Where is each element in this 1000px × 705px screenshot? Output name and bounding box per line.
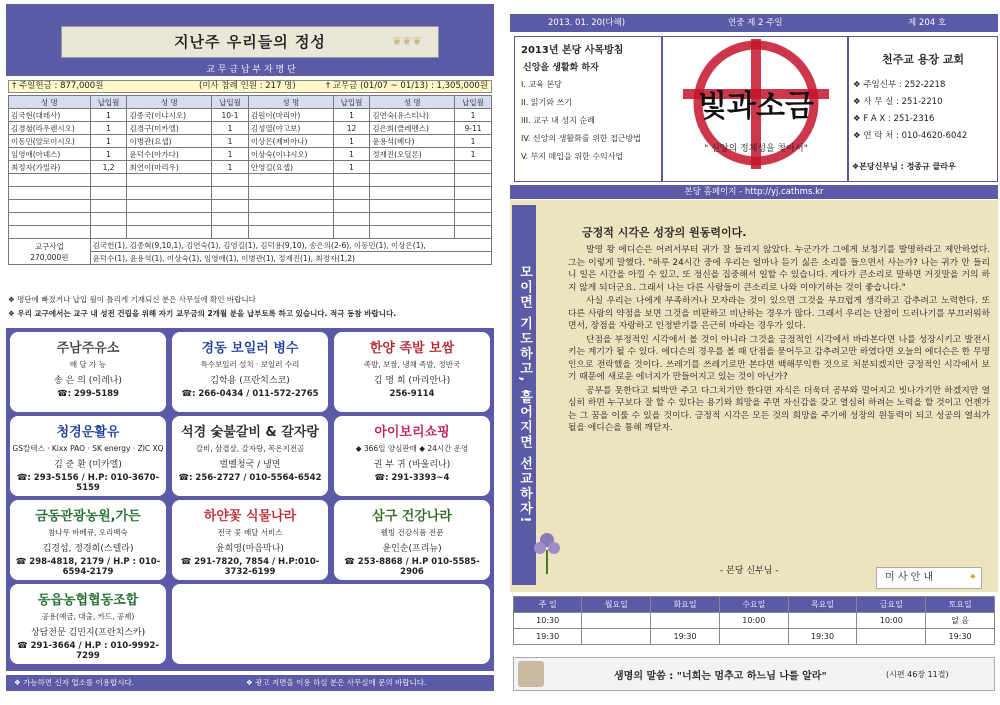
table-cell: 12 xyxy=(333,122,370,135)
empty-row xyxy=(9,213,492,226)
ad-phone: ☎: 256-2727 / 010-5564-6542 xyxy=(178,473,322,483)
paragraph: 사실 우리는 나에게 부족하거나 모자라는 것이 있으면 그것을 부끄럽게 생각하고 감추려고 노력한다. 또 다른 사람의 약점을 보면 그것을 비판하고 비난하는 경우가 많다. 그래서 우리는 단점이 드러나기를 부끄러워하면서, 장점을 자랑하고 인정받기를 은근히 바라는 경우가 있다. xyxy=(568,296,990,331)
table-cell xyxy=(9,200,91,213)
table-cell: 1 xyxy=(90,109,127,122)
right-page xyxy=(510,0,1000,705)
ad-line2: 벌벨청국 / 냉면 xyxy=(219,460,281,470)
table-cell xyxy=(212,174,249,187)
table-cell xyxy=(370,161,455,174)
table-cell xyxy=(90,187,127,200)
ad-card[interactable] xyxy=(10,332,166,412)
ad-line1: GS칼텍스 · Kixx PAO · SK energy · ZIC XQ xyxy=(12,444,164,453)
contact-item: ❖ F A X : 251-2316 xyxy=(853,114,935,124)
table-cell xyxy=(9,213,91,226)
ad-line1: 참나무 바베큐, 오리백숙 xyxy=(48,528,128,537)
policy-item: I. 교육 본당 xyxy=(521,80,562,89)
vertical-slogan: 모이면 기도하고, 흩어지면 선교하자! xyxy=(512,205,536,585)
ad-card[interactable] xyxy=(10,416,166,496)
table-cell xyxy=(90,213,127,226)
contact-item: ❖ 사 무 실 : 251-2210 xyxy=(853,97,943,107)
ad-line1: 족발, 보쌈, 냉채 족발, 정반국 xyxy=(363,360,461,369)
table-cell: 정재진(오딜론) xyxy=(370,148,455,161)
table-row xyxy=(9,122,492,135)
article-title: 긍정적 시각은 성장의 원동력이다. xyxy=(582,226,747,239)
policy-item: IV. 신앙의 생활화를 위한 접근방법 xyxy=(521,134,641,143)
mass-time: 10:00 xyxy=(719,613,788,629)
gusa-label xyxy=(9,239,91,265)
donation-header xyxy=(6,4,494,76)
table-cell: 9-11 xyxy=(455,122,492,135)
table-cell xyxy=(90,200,127,213)
ad-name: 아이보리쇼핑 xyxy=(374,425,450,440)
day-header: 금요일 xyxy=(857,597,926,613)
word-of-life xyxy=(513,657,995,691)
table-cell xyxy=(248,213,333,226)
col-header: 성 명 xyxy=(127,96,212,109)
table-cell: 이상은(제비아나) xyxy=(248,135,333,148)
table-cell: 이병관(요셉) xyxy=(127,135,212,148)
ad-name: 석경 숯불갈비 & 갈자랑 xyxy=(181,425,319,440)
ad-line1: 갈비, 삼겹살, 갈자랑, 목온지전골 xyxy=(195,444,305,453)
table-cell: 최정자(가밀라) xyxy=(9,161,91,174)
mass-title-text: 미 사 안 내 xyxy=(885,572,934,583)
ad-phone: ☎: 299-5189 xyxy=(57,389,119,399)
ad-line2: 송 은 의 (이레나) xyxy=(54,376,122,386)
table-row xyxy=(9,161,492,174)
table-cell xyxy=(248,226,333,239)
table-cell: 1 xyxy=(212,135,249,148)
table-cell: 1 xyxy=(333,148,370,161)
pastor: ❖본당신부님 : 정종규 클라우 xyxy=(852,162,956,171)
ad-footer xyxy=(6,675,494,691)
issue-number: 제 204 호 xyxy=(908,18,947,28)
issue-date: 2013. 01. 20(다해) xyxy=(548,18,626,28)
ad-card[interactable] xyxy=(334,332,490,412)
day-header: 토요일 xyxy=(926,597,995,613)
table-cell xyxy=(370,226,455,239)
policy-item: III. 교구 내 성지 순례 xyxy=(521,116,595,125)
ad-name: 경동 보일러 병수 xyxy=(201,341,299,356)
ad-line2: 윤희영(마음막나) xyxy=(216,544,284,554)
contact-item: ❖ 연 락 처 : 010-4620-6042 xyxy=(853,131,968,141)
day-header: 화요일 xyxy=(651,597,720,613)
table-cell xyxy=(370,200,455,213)
ad-line1: 특수보일러 설치 · 보일러 수리 xyxy=(200,360,300,369)
table-cell xyxy=(248,187,333,200)
church-box xyxy=(848,36,998,182)
table-cell xyxy=(333,200,370,213)
ad-line1: 전국 꽃 배달 서비스 xyxy=(217,528,283,537)
paragraph: 발명 왕 에디슨은 어려서부터 귀가 잘 들리지 않았다. 누군가가 그에게 보청기를 발명하라고 제안하였다. 그는 이렇게 말했다. "하루 24시간 중에 우리는 얼마나 듣기 싫은 소리를 들으면서 사는가? 나는 귀가 안 들리니 일은 시간을 아낄 수 있고, 또 정신을 집중해서 일할 수 있습니다. 게다가 큰소리로 말하면 거짓말을 거의 하지 않게 되더군요. 그래서 나는 다른 사람들이 큰소리로 나와 이야기하는 것이 좋습니다." xyxy=(568,245,990,293)
policy-subtitle: 신앙을 생활화 하자 xyxy=(523,63,599,73)
footer-right: ❖ 광고 지면을 이용 하실 분은 사무실에 문의 바랍니다. xyxy=(246,678,427,687)
donation-subtitle: 교 무 금 납 부 자 명 단 xyxy=(206,65,296,75)
policy-title: 2013년 본당 사목방침 xyxy=(521,45,624,56)
summary-bar xyxy=(8,80,492,93)
table-cell xyxy=(212,187,249,200)
policy-box xyxy=(514,36,662,182)
ad-phone: ☎: 291-3393~4 xyxy=(374,473,450,483)
col-header: 납입월 xyxy=(333,96,370,109)
table-cell: 10-1 xyxy=(212,109,249,122)
issue-bar xyxy=(510,14,998,32)
table-row xyxy=(9,135,492,148)
col-header: 성 명 xyxy=(9,96,91,109)
empty-row xyxy=(9,200,492,213)
table-cell xyxy=(212,213,249,226)
homepage-bar[interactable]: 본당 홈페이지 - http://yj.cathms.kr xyxy=(510,185,998,199)
donation-title: 지난주 우리들의 정성 xyxy=(61,26,439,58)
table-cell xyxy=(455,187,492,200)
table-row xyxy=(9,148,492,161)
ad-card[interactable] xyxy=(172,332,328,412)
table-cell xyxy=(9,226,91,239)
ad-line2: 김경섭, 정경희(스텔라) xyxy=(42,544,134,554)
table-cell xyxy=(90,226,127,239)
table-cell xyxy=(127,200,212,213)
ad-phone: ☎: 293-5156 / H.P: 010-3670-5159 xyxy=(16,473,160,493)
ad-card[interactable] xyxy=(334,500,490,580)
contact-item: ❖ 주임신부 : 252-2218 xyxy=(853,80,946,90)
ad-card-empty xyxy=(172,584,490,664)
col-header: 납입월 xyxy=(212,96,249,109)
ad-card[interactable] xyxy=(334,416,490,496)
day-header: 월요일 xyxy=(582,597,651,613)
attendance: (미사 참례 인원 : 217 명) xyxy=(199,81,296,91)
mass-time: 10:00 xyxy=(857,613,926,629)
table-cell xyxy=(333,213,370,226)
mass-time xyxy=(719,629,788,645)
table-cell xyxy=(370,174,455,187)
gusa-row xyxy=(9,239,492,252)
table-cell xyxy=(455,174,492,187)
ad-name: 주남주유소 xyxy=(56,341,120,356)
table-cell xyxy=(455,226,492,239)
policy-item: V. 부지 매입을 위한 수익사업 xyxy=(521,152,624,161)
table-cell: 1,2 xyxy=(90,161,127,174)
day-header: 주 일 xyxy=(514,597,582,613)
ad-phone: ☎: 266-0434 / 011-572-2765 xyxy=(181,389,319,399)
ornament-right-icon: ❦❦❦ xyxy=(392,34,423,48)
ad-card[interactable] xyxy=(10,584,166,664)
table-cell xyxy=(333,174,370,187)
motto: " 신앙의 정체성을 찾아서" xyxy=(704,144,808,154)
ad-phone: ☎ 298-4818, 2179 / H.P : 010-6594-2179 xyxy=(15,557,161,577)
word-text: 생명의 말씀 : "너희는 멈추고 하느님 나를 알라" xyxy=(614,671,827,682)
gusa-label-text: 교구사업 xyxy=(34,241,64,251)
table-cell: 1 xyxy=(90,122,127,135)
table-cell xyxy=(455,161,492,174)
jesus-portrait-icon xyxy=(518,661,544,687)
star-icon: ✦ xyxy=(968,572,977,583)
empty-row xyxy=(9,187,492,200)
note-correction: ❖ 명단에 빠졌거나 납입 월이 틀리게 기재되신 분은 사무실에 확인 바랍니다 xyxy=(8,295,256,304)
gusa-line: 김국헌(1), 김종혁(9,10,1), 김연숙(1), 김영길(1), 김덕용(9,10), 송은의(2-6), 이동민(1), 이상은(1), xyxy=(90,239,491,252)
table-cell: 1 xyxy=(333,109,370,122)
table-cell xyxy=(127,213,212,226)
table-cell: 1 xyxy=(455,135,492,148)
table-cell: 윤덕수(아가다) xyxy=(127,148,212,161)
mass-row xyxy=(514,613,995,629)
col-header: 성 명 xyxy=(370,96,455,109)
table-cell: 1 xyxy=(212,148,249,161)
table-cell: 1 xyxy=(333,135,370,148)
note-building: ❖ 우리 교구에서는 교구 내 성전 건립을 위해 자기 교무금의 2개월 분을 납부토록 하고 있습니다. 적극 동참 바랍니다. xyxy=(8,309,397,318)
ad-name: 금동관광농원,가든 xyxy=(35,509,141,524)
table-cell xyxy=(127,174,212,187)
ad-line2: 권 부 귀 (바울리나) xyxy=(373,460,451,470)
paragraph: 공부를 못한다고 퇴박만 주고 다그치기만 한다면 자식은 더욱더 공부와 멀어지고 빗나가기만 하겠지만 열심히 하면 누구보다 잘 할 수 있다는 용기와 희망을 주면 자신감을 갖고 열심히 하려는 노력을 할 것이고 언젠가는 그 꿈을 이룰 수 있을 것이다. 긍정적 시각은 모든 것의 희망을 주기에 성장의 원동력이 되고 성공의 열쇠가 될을 에디슨을 통해 깨닫자. xyxy=(568,385,990,433)
ad-grid xyxy=(6,328,494,671)
table-cell: 김경철(라우렌시오) xyxy=(9,122,91,135)
ad-line2: 윤인순(프리뉴) xyxy=(382,544,442,554)
gusa-line: 윤덕수(1), 윤용석(1), 이상숙(1), 임영애(1), 이병관(1), 정재진(1), 최정자(1,2) xyxy=(90,252,491,265)
ad-line1: 공용(예금, 대출, 카드, 공제) xyxy=(41,612,135,621)
ad-name: 삼구 건강나라 xyxy=(372,509,452,524)
table-cell xyxy=(90,174,127,187)
table-row xyxy=(9,109,492,122)
mass-time xyxy=(582,629,651,645)
ad-line2: 김학용 (프란치스코) xyxy=(210,376,290,386)
table-cell: 김은희(클레멘스) xyxy=(370,122,455,135)
mass-title xyxy=(876,567,982,589)
ad-card[interactable] xyxy=(172,416,328,496)
paragraph: 단점을 부정적인 시각에서 볼 것이 아니라 그것을 긍정적인 시각에서 바라본다면 나를 성장시키고 발전시키는 계기가 될 수 있다. 에디슨의 경우를 볼 때 단점을 묻어두고 감추려고만 하였다면 오늘의 에디슨은 한 무명인으로 전락했을 것이다. 쓰레기를 쓰레기로만 본다면 백해무익한 것으로 처분되겠지만 긍정적인 시각에서 보기 때문에 새로운 에너지가 만들어지고 있는 것이 아닌가? xyxy=(568,334,990,382)
day-header: 목요일 xyxy=(788,597,857,613)
ad-phone: ☎ 291-3664 / H.P : 010-9992-7299 xyxy=(17,641,159,661)
mass-time: 10:30 xyxy=(514,613,582,629)
ad-name: 청경운활유 xyxy=(56,425,120,440)
ad-line1: ◆ 366일 양심판매 ◆ 24시간 운영 xyxy=(355,444,469,453)
table-cell xyxy=(455,213,492,226)
empty-row xyxy=(9,174,492,187)
table-cell xyxy=(127,187,212,200)
ad-card[interactable] xyxy=(172,500,328,580)
mass-time xyxy=(651,613,720,629)
table-cell xyxy=(370,187,455,200)
table-cell: 1 xyxy=(455,148,492,161)
table-cell: 1 xyxy=(455,109,492,122)
table-cell: 1 xyxy=(212,122,249,135)
mass-time: 19:30 xyxy=(651,629,720,645)
word-ref: (시편 46장 11절) xyxy=(886,670,949,679)
donor-table xyxy=(8,95,492,265)
table-cell xyxy=(248,174,333,187)
mass-time xyxy=(857,629,926,645)
ad-line2: 상담전문 김민지(프란치스카) xyxy=(30,628,146,638)
mass-time: 19:30 xyxy=(788,629,857,645)
table-cell xyxy=(370,213,455,226)
footer-left: ❖ 가능하면 신자 업소를 이용합시다. xyxy=(14,678,135,687)
mass-time: 19:30 xyxy=(926,629,995,645)
table-cell xyxy=(212,200,249,213)
table-cell: 김원이(마리아) xyxy=(248,109,333,122)
ad-line2: 김 명 희 (마리안나) xyxy=(373,376,451,386)
mass-time: 19:30 xyxy=(514,629,582,645)
table-cell xyxy=(9,174,91,187)
table-cell xyxy=(333,187,370,200)
table-cell: 이동민(알로이시오) xyxy=(9,135,91,148)
table-cell: 김국현(대레사) xyxy=(9,109,91,122)
gusa-amount: 270,000원 xyxy=(30,252,69,262)
table-cell xyxy=(333,226,370,239)
ad-phone: ☎ 253-8868 / H.P 010-5585-2906 xyxy=(344,557,480,577)
table-cell: 임영애(아녜스) xyxy=(9,148,91,161)
empty-row xyxy=(9,226,492,239)
table-cell: 1 xyxy=(212,161,249,174)
mass-schedule xyxy=(513,596,995,645)
ad-card[interactable] xyxy=(10,500,166,580)
table-cell: 윤용석(베다) xyxy=(370,135,455,148)
contact-list xyxy=(849,67,997,145)
day-header: 수요일 xyxy=(719,597,788,613)
monthly-dues: † 교무금 (01/07 ~ 01/13) : 1,305,000원 xyxy=(325,81,488,91)
ad-phone: 256-9114 xyxy=(389,389,435,399)
weekly-offering: † 주일헌금 : 877,000원 xyxy=(12,81,104,91)
ad-name: 한양 족발 보쌈 xyxy=(369,341,455,356)
table-cell: 1 xyxy=(90,148,127,161)
table-cell: 이상숙(이냐시오) xyxy=(248,148,333,161)
article-body xyxy=(568,244,990,436)
table-cell xyxy=(455,200,492,213)
table-cell: 김연숙(유스티나) xyxy=(370,109,455,122)
flower-icon xyxy=(532,530,562,575)
table-cell xyxy=(9,187,91,200)
ad-name: 동읍농협협동조합 xyxy=(37,593,139,608)
table-cell: 최연이(마리우) xyxy=(127,161,212,174)
mass-time xyxy=(582,613,651,629)
mass-row xyxy=(514,629,995,645)
col-header: 납입월 xyxy=(455,96,492,109)
col-header: 성 명 xyxy=(248,96,333,109)
table-cell: 김성열(야고보) xyxy=(248,122,333,135)
ad-line1: 웰빙 건강식품 전문 xyxy=(380,528,444,537)
table-cell: 김종국(이냐시오) xyxy=(127,109,212,122)
logo-box xyxy=(662,36,848,182)
church-name: 천주교 용장 교회 xyxy=(881,53,965,66)
table-cell xyxy=(127,226,212,239)
col-header: 납입월 xyxy=(90,96,127,109)
logo-text: 빛과소금 xyxy=(698,89,814,124)
ad-line2: 김 준 환 (미카엘) xyxy=(54,460,122,470)
mass-time: 없 음 xyxy=(926,613,995,629)
issue-week: 연중 제 2 주일 xyxy=(728,18,783,28)
policy-item: II. 읽기와 쓰기 xyxy=(521,98,572,107)
ad-name: 하얀꽃 식물나라 xyxy=(203,509,297,524)
table-cell xyxy=(248,200,333,213)
table-cell: 1 xyxy=(333,161,370,174)
policy-list xyxy=(515,77,661,164)
ad-phone: ☎ 291-7820, 7854 / H.P:010-3732-6199 xyxy=(180,557,320,577)
mass-time xyxy=(788,613,857,629)
table-cell: 1 xyxy=(90,135,127,148)
table-cell xyxy=(212,226,249,239)
signature: - 본당 신부님 - xyxy=(720,566,779,576)
table-cell: 김경구(미카엘) xyxy=(127,122,212,135)
ad-line1: 배 달 가 능 xyxy=(69,360,107,369)
table-cell: 안영길(요셉) xyxy=(248,161,333,174)
